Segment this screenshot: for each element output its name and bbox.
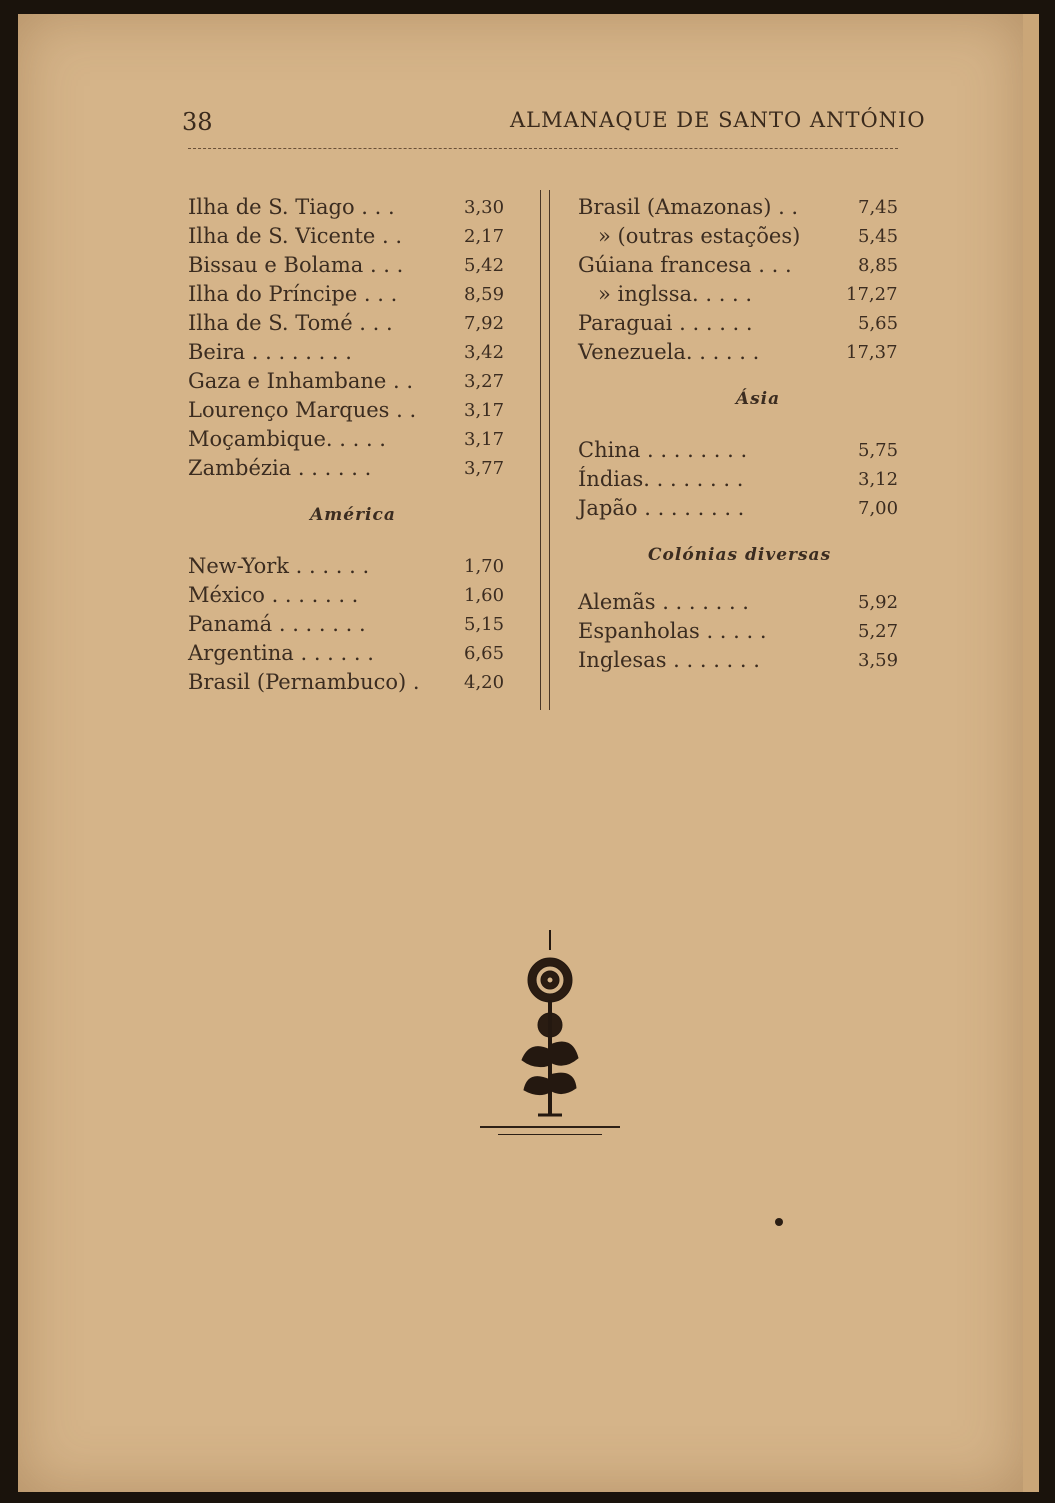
flower-ornament-icon (500, 930, 600, 1120)
table-row (578, 193, 908, 222)
place-value: 5,15 (464, 614, 505, 635)
place-label: » (outras estações) (598, 224, 801, 248)
place-label: Zambézia . . . . . . (188, 456, 372, 480)
table-row (188, 668, 518, 697)
place-value: 6,65 (464, 643, 505, 664)
place-label: Panamá . . . . . . . (188, 612, 366, 636)
table-row (188, 251, 518, 280)
section-heading-america: América (310, 505, 396, 525)
place-label: Ilha de S. Vicente . . (188, 224, 403, 248)
ornament-rule (498, 1134, 602, 1135)
table-row (188, 610, 518, 639)
place-value: 8,59 (464, 284, 505, 305)
section-heading-asia: Ásia (735, 389, 781, 409)
table-row (578, 338, 908, 367)
left-column (188, 193, 518, 697)
spacer (578, 570, 908, 588)
place-label: Inglesas . . . . . . . (578, 648, 760, 672)
place-value: 5,75 (858, 440, 899, 461)
place-label: New-York . . . . . . (188, 554, 370, 578)
table-row (578, 436, 908, 465)
place-label: Ilha de S. Tiago . . . (188, 195, 395, 219)
table-row (578, 494, 908, 523)
place-value: 3,59 (858, 650, 899, 671)
place-value: 5,45 (858, 226, 899, 247)
table-row (188, 309, 518, 338)
table-row (188, 367, 518, 396)
place-value: 3,27 (464, 371, 505, 392)
table-row (188, 222, 518, 251)
place-label: Argentina . . . . . . (188, 641, 374, 665)
place-label: Japão . . . . . . . . (578, 496, 745, 520)
place-label: Brasil (Amazonas) . . (578, 195, 799, 219)
table-row (578, 251, 908, 280)
ornament-rule (480, 1126, 620, 1128)
place-label: México . . . . . . . (188, 583, 359, 607)
spacer (188, 530, 518, 552)
place-value: 17,37 (846, 342, 898, 363)
place-label: Bissau e Bolama . . . (188, 253, 404, 277)
place-value: 3,30 (464, 197, 505, 218)
place-label: Lourenço Marques . . (188, 398, 417, 422)
section-heading-colonias: Colónias diversas (648, 545, 832, 565)
running-title: ALMANAQUE DE SANTO ANTÓNIO (510, 108, 926, 132)
table-row (188, 552, 518, 581)
spacer (578, 414, 908, 436)
place-value: 7,45 (858, 197, 899, 218)
place-value: 4,20 (464, 672, 505, 693)
table-row (188, 280, 518, 309)
place-value: 1,70 (464, 556, 505, 577)
place-label: Alemãs . . . . . . . (578, 590, 749, 614)
place-value: 3,17 (464, 429, 505, 450)
spacer (578, 367, 908, 385)
place-label: Gúiana francesa . . . (578, 253, 792, 277)
table-row (188, 454, 518, 483)
page-number: 38 (182, 108, 213, 136)
place-label: Brasil (Pernambuco) . (188, 670, 420, 694)
table-row (578, 465, 908, 494)
spacer (188, 483, 518, 501)
place-label: Venezuela. . . . . . (578, 340, 760, 364)
table-row (188, 396, 518, 425)
place-value: 5,65 (858, 313, 899, 334)
table-row (578, 617, 908, 646)
place-label: Ilha de S. Tomé . . . (188, 311, 393, 335)
place-value: 3,42 (464, 342, 505, 363)
table-row (578, 646, 908, 675)
place-label: Moçambique. . . . . (188, 427, 386, 451)
table-row (188, 193, 518, 222)
place-label: Índias. . . . . . . . (578, 467, 744, 491)
column-divider (549, 190, 550, 710)
place-label: Ilha do Príncipe . . . (188, 282, 398, 306)
place-value: 17,27 (846, 284, 898, 305)
place-label: China . . . . . . . . (578, 438, 748, 462)
place-value: 3,17 (464, 400, 505, 421)
place-value: 3,77 (464, 458, 505, 479)
ink-spot (775, 1218, 783, 1226)
place-value: 5,27 (858, 621, 899, 642)
place-value: 3,12 (858, 469, 899, 490)
place-value: 1,60 (464, 585, 505, 606)
table-row (578, 222, 908, 251)
right-column (578, 193, 908, 675)
table-row (578, 309, 908, 338)
place-value: 7,00 (858, 498, 899, 519)
spacer (578, 523, 908, 541)
place-label: » inglssa. . . . . (598, 282, 753, 306)
table-row (578, 280, 908, 309)
place-value: 8,85 (858, 255, 899, 276)
place-label: Paraguai . . . . . . (578, 311, 753, 335)
place-label: Espanholas . . . . . (578, 619, 767, 643)
table-row (188, 338, 518, 367)
place-value: 5,42 (464, 255, 505, 276)
place-value: 7,92 (464, 313, 505, 334)
place-value: 2,17 (464, 226, 505, 247)
place-label: Gaza e Inhambane . . (188, 369, 414, 393)
table-row (188, 425, 518, 454)
place-label: Beira . . . . . . . . (188, 340, 352, 364)
header-rule (188, 148, 898, 149)
table-row (578, 588, 908, 617)
place-value: 5,92 (858, 592, 899, 613)
table-row (188, 639, 518, 668)
table-row (188, 581, 518, 610)
column-divider (540, 190, 541, 710)
